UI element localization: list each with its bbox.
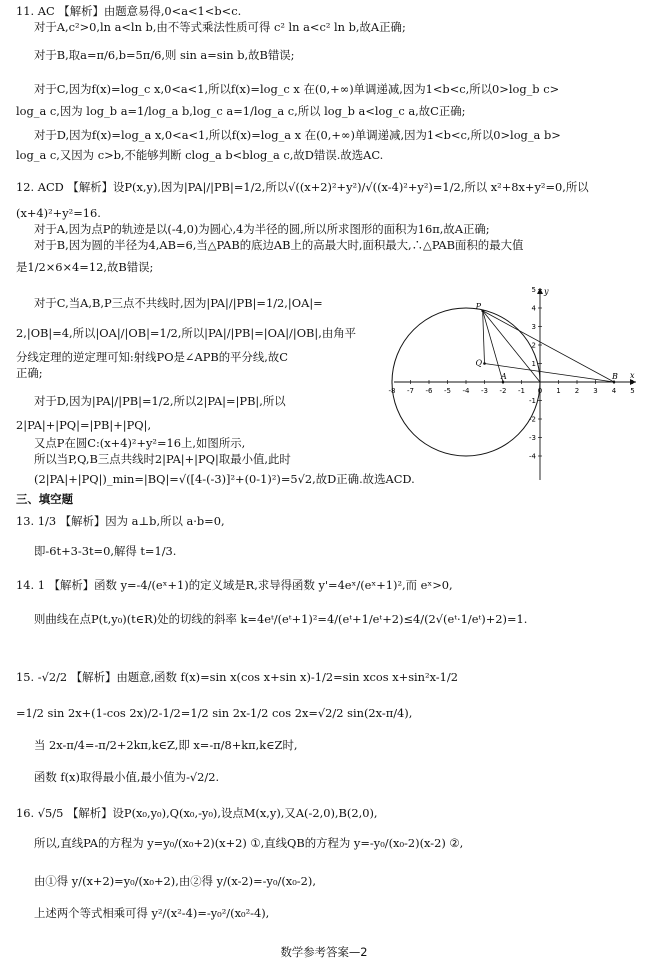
text-line: 则曲线在点P(t,y₀)(t∈R)处的切线的斜率 k=4eᵗ/(eᵗ+1)²=4/(eᵗ+1/eᵗ+2)≤4/(2√(eᵗ·1/eᵗ)+2)=1. <box>34 612 528 626</box>
text-line: 又点P在圆C:(x+4)²+y²=16上,如图所示, <box>34 436 246 450</box>
text-line: 所以当P,Q,B三点共线时2|PA|+|PQ|取最小值,此时 <box>34 452 291 466</box>
x-tick-label: -6 <box>425 387 433 395</box>
point-dot <box>481 309 484 312</box>
y-tick-label: 5 <box>531 286 536 294</box>
label-p: P <box>475 301 482 311</box>
y-tick-label: -1 <box>529 397 536 405</box>
text-line: 15. -√2/2 【解析】由题意,函数 f(x)=sin x(cos x+sin x)-1/2=sin xcos x+sin²x-1/2 <box>16 670 458 684</box>
y-tick-label: 2 <box>531 341 536 350</box>
text-line: 所以,直线PA的方程为 y=y₀/(x₀+2)(x+2) ①,直线QB的方程为 y=-y₀/(x₀-2)(x-2) ②, <box>34 836 464 850</box>
x-tick-label: 1 <box>556 387 561 395</box>
x-tick-label: 2 <box>574 387 580 395</box>
text-line: log_a c,又因为 c>b,不能够判断 clog_a b<blog_a c,故D错误.故选AC. <box>16 148 384 162</box>
text-line: 对于D,因为|PA|/|PB|=1/2,所以2|PA|=|PB|,所以 <box>34 394 286 408</box>
text-line: 对于C,因为f(x)=log_c x,0<a<1,所以f(x)=log_c x 在(0,+∞)单调递减,因为1<b<c,所以0>log_b c> <box>34 82 560 96</box>
text-line: 即-6t+3-3t=0,解得 t=1/3. <box>34 544 177 558</box>
text-line: 是1/2×6×4=12,故B错误; <box>16 260 154 274</box>
text-line: 13. 1/3 【解析】因为 a⊥b,所以 a·b=0, <box>16 514 225 528</box>
text-line: 11. AC 【解析】由题意易得,0<a<1<b<c. <box>16 4 242 18</box>
point-dot <box>613 381 616 384</box>
y-tick-label: 1 <box>531 360 536 368</box>
x-tick-label: -5 <box>444 387 451 395</box>
x-tick-label: 4 <box>611 387 617 395</box>
text-line: 对于B,因为圆的半径为4,AB=6,当△PAB的底边AB上的高最大时,面积最大,∴△PAB面积的最大值 <box>34 238 524 252</box>
circle-figure <box>390 284 640 484</box>
text-line: 12. ACD 【解析】设P(x,y),因为|PA|/|PB|=1/2,所以√((x+2)²+y²)/√((x-4)²+y²)=1/2,所以 x²+8x+y²=0,所以 <box>16 180 589 194</box>
y-tick-label: -3 <box>529 434 536 442</box>
text-line: 对于D,因为f(x)=log_a x,0<a<1,所以f(x)=log_a x 在(0,+∞)单调递减,因为1<b<c,所以0>log_a b> <box>34 128 561 142</box>
text-line: log_a c,因为 log_b a=1/log_a b,log_c a=1/log_a c,所以 log_b a<log_c a,故C正确; <box>16 104 466 118</box>
section-heading: 三、填空题 <box>16 492 73 506</box>
x-tick-label: 5 <box>630 387 635 395</box>
text-line: 14. 1 【解析】函数 y=-4/(eˣ+1)的定义域是R,求导得函数 y'=4eˣ/(eˣ+1)²,而 eˣ>0, <box>16 578 453 592</box>
text-line: (x+4)²+y²=16. <box>16 206 101 220</box>
y-axis-arrow <box>537 288 543 294</box>
text-line: 由①得 y/(x+2)=y₀/(x₀+2),由②得 y/(x-2)=-y₀/(x₀-2), <box>34 874 316 888</box>
x-tick-label: -8 <box>388 387 396 395</box>
x-tick-label: -1 <box>518 387 525 395</box>
text-line: 16. √5/5 【解析】设P(x₀,y₀),Q(x₀,-y₀),设点M(x,y),又A(-2,0),B(2,0), <box>16 806 378 820</box>
x-tick-label: -4 <box>462 387 470 395</box>
text-line: 函数 f(x)取得最小值,最小值为-√2/2. <box>34 770 220 784</box>
x-tick-label: -3 <box>481 387 488 395</box>
point-dot <box>483 362 486 365</box>
y-tick-label: -4 <box>529 452 536 461</box>
text-line: 对于A,c²>0,ln a<ln b,由不等式乘法性质可得 c² ln a<c² ln b,故A正确; <box>34 20 406 34</box>
x-tick-label: 0 <box>537 387 543 395</box>
text-line: 2,|OB|=4,所以|OA|/|OB|=1/2,所以|PA|/|PB|=|OA|/|OB|,由角平 <box>16 326 357 340</box>
text-line: 对于A,因为点P的轨迹是以(-4,0)为圆心,4为半径的圆,所以所求图形的面积为16π,故A正确; <box>34 222 490 236</box>
text-line: 当 2x-π/4=-π/2+2kπ,k∈Z,即 x=-π/8+kπ,k∈Z时, <box>34 738 298 752</box>
segment-pq <box>483 311 485 364</box>
text-line: 正确; <box>16 366 43 380</box>
text-line: 2|PA|+|PQ|=|PB|+|PQ|, <box>16 418 152 432</box>
label-y-axis: y <box>544 287 549 296</box>
text-line: 对于B,取a=π/6,b=5π/6,则 sin a=sin b,故B错误; <box>34 48 295 62</box>
x-tick-label: -2 <box>499 387 507 395</box>
x-tick-label: 3 <box>593 387 598 395</box>
y-tick-label: -2 <box>529 415 536 424</box>
y-tick-label: 3 <box>531 323 536 331</box>
label-a: A <box>501 372 507 381</box>
point-dot <box>502 381 505 384</box>
label-b: B <box>612 372 618 381</box>
text-line: 上述两个等式相乘可得 y²/(x²-4)=-y₀²/(x₀²-4), <box>34 906 270 920</box>
y-tick-label: 4 <box>531 304 536 313</box>
text-line: =1/2 sin 2x+(1-cos 2x)/2-1/2=1/2 sin 2x-1/2 cos 2x=√2/2 sin(2x-π/4), <box>16 706 413 720</box>
page-footer: 数学参考答案—2 <box>280 945 368 959</box>
text-line: (2|PA|+|PQ|)_min=|BQ|=√([4-(-3)]²+(0-1)²)=5√2,故D正确.故选ACD. <box>34 472 415 486</box>
segment-pa <box>483 311 503 382</box>
text-line: 分线定理的逆定理可知:射线PO是∠APB的平分线,故C <box>16 350 289 364</box>
x-tick-label: -7 <box>407 387 414 395</box>
label-x-axis: x <box>630 371 635 380</box>
label-q: Q <box>475 358 483 368</box>
text-line: 对于C,当A,B,P三点不共线时,因为|PA|/|PB|=1/2,|OA|= <box>34 296 323 310</box>
